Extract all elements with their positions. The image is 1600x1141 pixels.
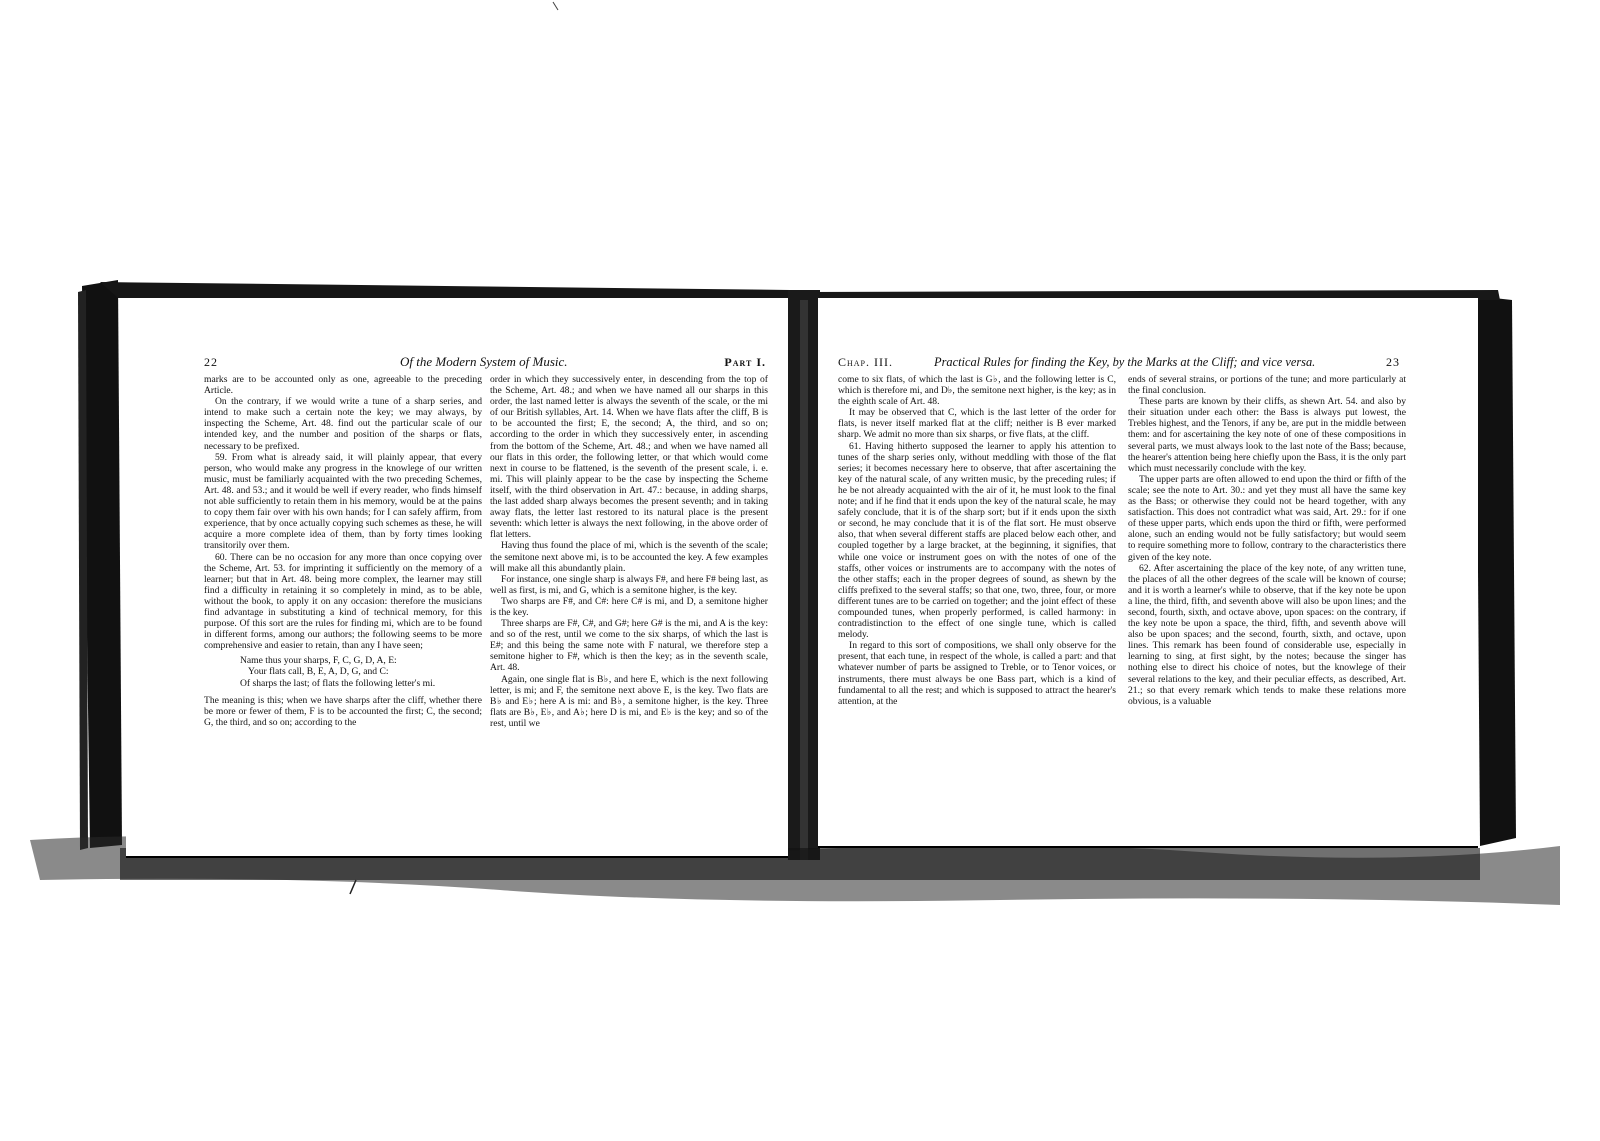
verse-line: Of sharps the last; of flats the following letter's mi. bbox=[240, 677, 436, 689]
paragraph: marks are to be accounted only as one, agreeable to the preceding Article. bbox=[204, 374, 482, 397]
left-page bbox=[126, 298, 788, 856]
right-column-1 bbox=[838, 374, 1116, 707]
part-label: Part I. bbox=[724, 355, 766, 369]
paragraph: 62. After ascertaining the place of the key note, of any written tune, the places of all the other degrees of the scale will be known of course; and it is worth a learner's while to observe, that if the key note be upon a line, the third, fifth, and seventh above will also be upon lines; and the second, fourth, sixth, and octave above, upon spaces: on the contrary, if the key note be upon a space, the third, fifth, and seventh above will also be upon spaces; and the second, fourth, sixth, and octave, upon lines. This remark has been found of considerable use, especially in learning to sing, at first sight, by the notes; because the singer has nothing else to direct his choice of notes, but the knowlege of their several relations to the key, and their peculiar effects, as described, Art. 21.; so that every remark which tends to make these relations more obvious, is a valuable bbox=[1128, 562, 1406, 707]
paragraph: 59. From what is already said, it will plainly appear, that every person, who would make any progress in the knowlege of our written music, must be familiarly acquainted with the two preceding Schemes, Art. 48. and 53.; and it would be well if every reader, who finds himself not able sufficiently to retain them in his memory, would be at the pains to copy them fair over with his own hands; for I can safely affirm, from experience, that by once actually copying such schemes as these, he will acquire a more complete idea of them, than by forty times looking transitorily over them. bbox=[204, 451, 482, 552]
left-running-head bbox=[204, 354, 766, 370]
verse-line: Name thus your sharps, F, C, G, D, A, E: bbox=[240, 655, 397, 667]
paragraph: come to six flats, of which the last is G♭, and the following letter is C, which is therefore mi, and D♭, the semitone next higher, is the key; as in the eighth scale of Art. 48. bbox=[838, 374, 1116, 408]
paragraph: Again, one single flat is B♭, and here E, which is the next following letter, is mi; and F, the semitone next above E, is the key. Two flats are B♭ and E♭; here A is mi: and B♭, a semitone higher, is the key. Three flats are B♭, E♭, and A♭; here D is mi, and E♭ is the key; and so of the rest, until we bbox=[490, 673, 768, 729]
page-number: 22 bbox=[204, 355, 218, 369]
paragraph: ends of several strains, or portions of the tune; and more particularly at the final conclusion. bbox=[1128, 374, 1406, 397]
paragraph: Having thus found the place of mi, which is the seventh of the scale; the semitone next above mi, is to be accounted the key. A few examples will make all this abundantly plain. bbox=[490, 540, 768, 574]
running-title: Practical Rules for finding the Key, by the Marks at the Cliff; and vice versa. bbox=[934, 355, 1316, 369]
verse-line: Your flats call, B, E, A, D, G, and C: bbox=[248, 666, 389, 678]
page-number: 23 bbox=[1386, 355, 1400, 369]
paragraph: 61. Having hitherto supposed the learner to apply his attention to tunes of the sharp series only, without meddling with those of the flat series; it becomes necessary here to observe, that after ascertaining the key of the natural scale, of any written music, by the preceding rules; if he be not already acquainted with the air of it, he must look to the final note; and if he find that it ends upon the key of the natural scale, he may safely conclude, that it is of the sharp sort; but if it ends upon the sixth or second, he may conclude that it is of the flat sort. He must observe also, that when several different staffs are placed below each other, and coupled together by a large bracket, at the beginning, it signifies, that while one voice or instrument goes on with the notes of one of the staffs, other voices or instruments are to accompany with the notes of the other staffs; each in the proper degrees of sound, as shewn by the cliffs prefixed to the several staffs; so that one, two, three, four, or more different tunes are to be carried on together; and the joint effect of these compounded tunes, when properly performed, is called harmony: in contradistinction to the effect of one single tune, which is called melody. bbox=[838, 440, 1116, 641]
left-column-2 bbox=[490, 374, 768, 729]
paragraph: On the contrary, if we would write a tune of a sharp series, and intend to make such a certain note the key; we may always, by inspecting the Scheme, Art. 48. find out the particular scale of our intended key, and the number and position of the sharps or flats, necessary to be prefixed. bbox=[204, 396, 482, 452]
right-running-head bbox=[838, 354, 1400, 370]
right-page bbox=[818, 298, 1478, 846]
paragraph: The meaning is this; when we have sharps after the cliff, whether there be more or fewer of them, F is to be accounted the first; C, the second; G, the third, and so on; according to the bbox=[204, 694, 482, 728]
running-title: Of the Modern System of Music. bbox=[400, 354, 568, 369]
left-column-1 bbox=[204, 374, 482, 728]
paragraph: Two sharps are F#, and C#: here C# is mi, and D, a semitone higher is the key. bbox=[490, 595, 768, 618]
mnemonic-verse bbox=[204, 655, 482, 688]
paragraph: 60. There can be no occasion for any more than once copying over the Scheme, Art. 53. for imprinting it sufficiently on the memory of a learner; but that in Art. 48. being more complex, the learner may still find a difficulty in retaining it so completely in mind, as to be able, without the book, to apply it on any occasion: therefore the musicians find advantage in substituting a kind of technical memory, for this purpose. Of this sort are the rules for finding mi, which are to be found in different forms, among our authors; the following seems to be more comprehensive and easier to retain, than any I have seen; bbox=[204, 551, 482, 652]
right-column-2 bbox=[1128, 374, 1406, 707]
paragraph: It may be observed that C, which is the last letter of the order for flats, is never itself marked flat at the cliff; neither is B ever marked sharp. We admit no more than six sharps, or five flats, at the cliff. bbox=[838, 407, 1116, 441]
paragraph: Three sharps are F#, C#, and G#; here G# is the mi, and A is the key: and so of the rest, until we come to the six sharps, of which the last is E#; and this being the same note with F natural, we therefore step a semitone higher to F#, which is then the key; as in the seventh scale, Art. 48. bbox=[490, 618, 768, 674]
chapter-label: Chap. III. bbox=[838, 355, 893, 369]
paragraph: The upper parts are often allowed to end upon the third or fifth of the scale; see the note to Art. 30.: and yet they must all have the same key as the Bass; or otherwise they could not be heard together, with any satisfaction. This does not contradict what was said, Art. 29.: for if one of these upper parts, which ends upon the third or fifth, were performed alone, such an ending would not be fully satisfactory; but would seem to require something more to follow, contrary to the characteristics there given of the key note. bbox=[1128, 473, 1406, 563]
paragraph: These parts are known by their cliffs, as shewn Art. 54. and also by their situation under each other: the Bass is always put lowest, the Trebles highest, and the Tenors, if any be, are put in the middle between them: and for ascertaining the key note of one of these compositions in several parts, we must always look to the last note of the Bass; because, the hearer's attention being here chiefly upon the Bass, it is the only part which must necessarily conclude with the key. bbox=[1128, 396, 1406, 474]
paragraph: For instance, one single sharp is always F#, and here F# being last, as well as first, is mi, and G, which is a semitone higher, is the key. bbox=[490, 573, 768, 596]
paragraph: In regard to this sort of compositions, we shall only observe for the present, that each tune, in respect of the whole, is called a part: and that whatever number of parts be assigned to Treble, or to Tenor voices, or instruments, there must always be one Bass part, which is a kind of fundamental to all the rest; and which is supposed to attract the hearer's attention, at the bbox=[838, 640, 1116, 707]
paragraph: order in which they successively enter, in descending from the top of the Scheme, Art. 48.; and when we have named all our sharps in this order, the last named letter is always the seventh of the scale, or the mi of our British syllables, Art. 14. When we have flats after the cliff, B is to be accounted the first; E, the second; A, the third, and so on; according to the order in which they successively enter, in ascending from the bottom of the Scheme, Art. 48.; and when we have named all our flats in this order, the following letter, or that which would come next in course to be flattened, is the seventh of the present scale, i. e. mi. This will plainly appear to be the case by inspecting the Scheme itself, with the third observation in Art. 47.: because, in adding sharps, the last added sharp always becomes the present seventh; and in taking away flats, the letter last restored to its natural place is the present seventh: which letter is always the next following, in the above order of flat letters. bbox=[490, 374, 768, 541]
